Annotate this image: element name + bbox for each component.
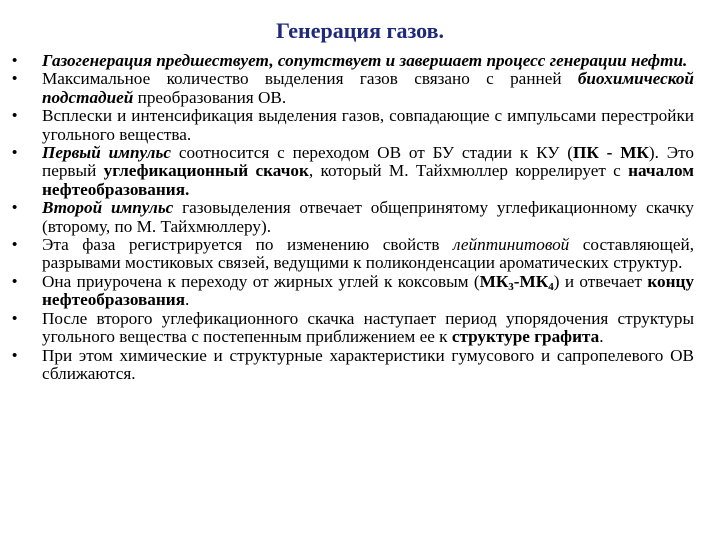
bold-term: началом нефтеобразования. [42, 161, 694, 199]
text-run: соотносится с переходом ОВ от БУ стадии к КУ ( [170, 143, 573, 163]
bold-term: концу нефтеобразования [42, 271, 694, 310]
text-run: . [599, 327, 604, 347]
bold-term: углефикационный скачок [103, 161, 309, 181]
text-run: . [185, 290, 190, 310]
lead-text: Газогенерация предшествует, сопутствует и завершает процесс генерации нефти. [42, 51, 688, 70]
bullet-item [42, 70, 694, 107]
bullet-item [42, 236, 694, 273]
text-run: ). Это первый [42, 143, 695, 181]
bullet-item [42, 52, 694, 70]
text-run: составляющей, разрывами мостиковых связей, ведущими к поликонденсации ароматических структур. [42, 235, 694, 273]
page-title: Генерация газов. [275, 18, 445, 43]
bullet-item [42, 273, 694, 310]
text-run: Всплески и интенсификация выделения газов, совпадающие с импульсами перестройки угольного вещества. [42, 106, 694, 144]
bold-term: структуре графита [451, 327, 600, 347]
text-run: После второго углефикационного скачка наступает период упорядочения структуры угольного вещества с постепенным приближением ее к [42, 308, 694, 347]
text-run: Максимальное количество выделения газов связано с ранней [42, 69, 578, 89]
bullet-item [42, 199, 694, 236]
subscript: 4 [548, 280, 554, 293]
bold-term: ПК - МК [572, 143, 649, 163]
text-run: При этом химические и структурные характеристики гумусового и сапропелевого ОВ сближаются. [42, 345, 694, 383]
bold-term: МК [479, 271, 509, 291]
lead-text: Второй импульс [42, 198, 174, 218]
text-run: преобразования ОВ. [133, 87, 287, 107]
text-run: Эта фаза регистрируется по изменению свойств [42, 235, 453, 255]
lead-text: Первый импульс [42, 143, 171, 163]
subscript: 3 [508, 280, 514, 293]
bullet-item [42, 144, 694, 199]
bullet-item [42, 310, 694, 347]
bold-italic-term: биохимической подстадией [42, 69, 694, 107]
text-run: , который М. Тайхмюллер коррелирует с [308, 161, 629, 181]
text-run: газовыделения отвечает общепринятому углефикационному скачку (второму, по М. Тайхмюллеру). [42, 198, 694, 236]
text-run: ) и отвечает [553, 271, 648, 291]
bullet-item [42, 107, 694, 144]
italic-term: лейптинитовой [452, 235, 570, 255]
bullet-item [42, 347, 694, 384]
bold-term: -МК [513, 271, 549, 291]
text-run: Она приурочена к переходу от жирных углей к коксовым ( [42, 271, 480, 291]
bullet-list [0, 52, 720, 383]
